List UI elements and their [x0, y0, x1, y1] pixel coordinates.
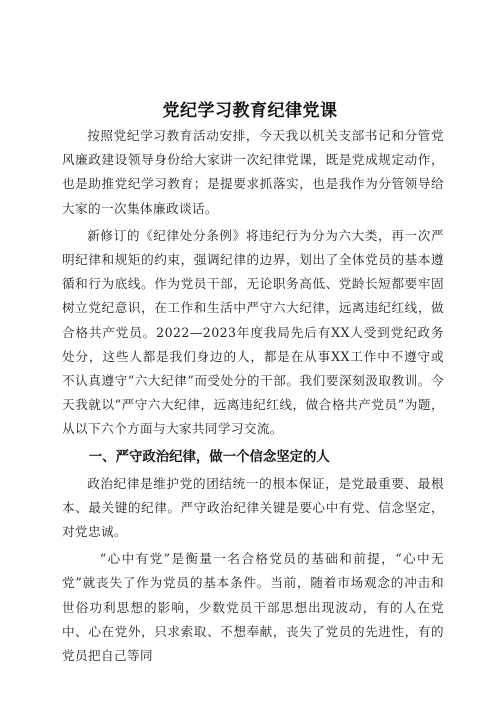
body-paragraph: 政治纪律是维护党的团结统一的根本保证，是党最重要、最根本、最关键的纪律。严守政治纪律关键是要心中有党、信念坚定，对党忠诚。 [62, 475, 444, 540]
section-heading: 一、严守政治纪律，做一个信念坚定的人 [88, 449, 330, 465]
body-paragraph: “心中有党”是衡量一名合格党员的基础和前提，“心中无党”就丧失了作为党员的基本条件。当前，随着市场观念的冲击和世俗功利思想的影响，少数党员干部思想出现波动，有的人在党中、心在党外，只求索取、不想奉献，丧失了党员的先进性，有的党员把自己等同 [62, 551, 444, 664]
document-title: 党纪学习教育纪律党课 [162, 101, 338, 121]
document-body [62, 124, 444, 671]
body-paragraph: 按照党纪学习教育活动安排，今天我以机关支部书记和分管党风廉政建设领导身份给大家讲一次纪律党课，既是党成规定动作，也是助推党纪学习教育；是提要求抓落实，也是我作为分管领导给大家的一次集体廉政谈话。 [62, 128, 444, 216]
body-paragraph: 新修订的《纪律处分条例》将违纪行为分为六大类，再一次严明纪律和规矩的约束，强调纪律的边界，划出了全体党员的基本遵循和行为底线。作为党员干部，无论职务高低、党龄长短都要牢固树立党纪意识，在工作和生活中严守六大纪律，远离违纪红线，做合格共产党员。2022—2023年度我局先后有XX人受到党纪政务处分，这些人都是我们身边的人，都是在从事XX工作中不遵守或不认真遵守“六大纪律”而受处分的干部。我们要深刻汲取教训。今天我就以“严守六大纪律，远离违纪红线，做合格共产党员”为题，从以下六个方面与大家共同学习交流。 [62, 227, 444, 437]
